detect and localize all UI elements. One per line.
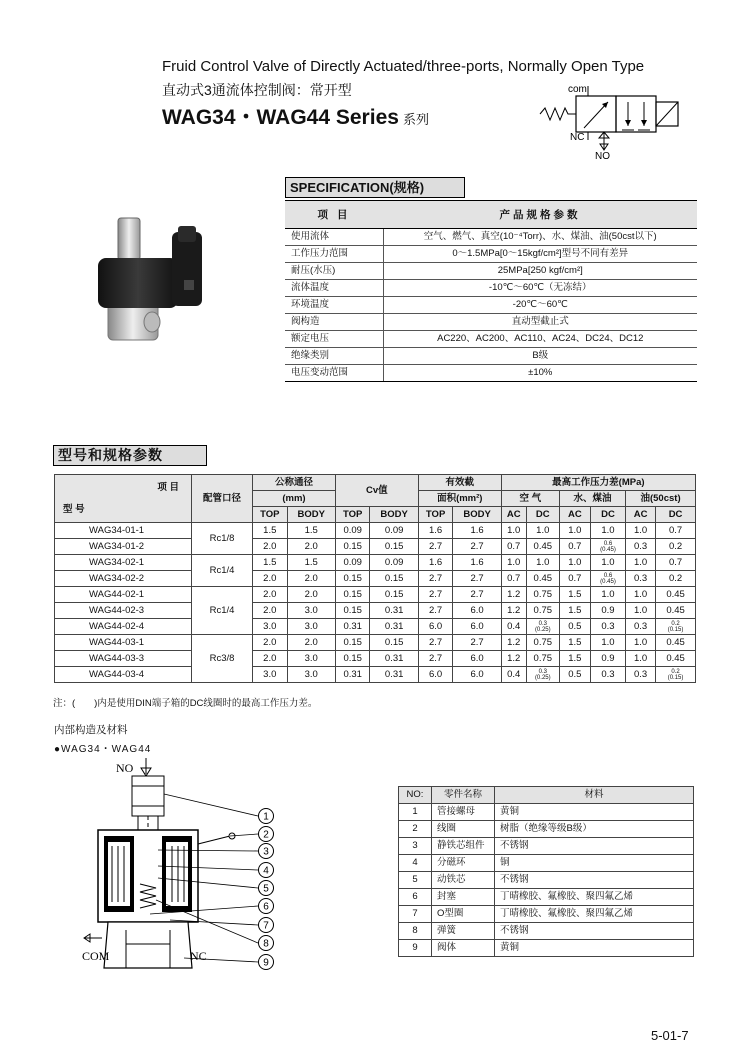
header-nominal: 公称通径: [253, 475, 336, 491]
pressure-ac-cell: 1.0: [626, 651, 656, 667]
spec-item: 流体温度: [285, 280, 383, 297]
pressure-dc-cell: 1.0: [590, 587, 625, 603]
symbol-label-com: com: [568, 84, 587, 95]
diagram-label-nc: NC: [190, 949, 207, 963]
value-cell: 2.7: [418, 587, 453, 603]
pressure-dc-cell: 1.0: [526, 555, 559, 571]
pressure-ac-cell: 1.5: [559, 603, 590, 619]
part-name: 线圈: [432, 821, 495, 838]
pressure-dc-cell: 0.3: [590, 619, 625, 635]
value-cell: 0.15: [335, 571, 370, 587]
pressure-ac-cell: 1.0: [626, 587, 656, 603]
value-cell: 1.5: [287, 523, 335, 539]
header-water: 水、煤油: [559, 491, 625, 507]
header-max-pressure: 最高工作压力差(MPa): [501, 475, 695, 491]
pressure-dc-value: 0.2: [671, 668, 680, 675]
spec-value: 0～1.5MPa[0～15kgf/cm²]型号不同有差异: [383, 246, 697, 263]
value-cell: 2.7: [418, 571, 453, 587]
parts-row: [399, 940, 694, 957]
part-no: 9: [399, 940, 432, 957]
part-no: 7: [399, 906, 432, 923]
product-photo: [80, 210, 230, 360]
value-cell: 1.5: [287, 555, 335, 571]
value-cell: 2.7: [418, 539, 453, 555]
pressure-dc-cell: 0.2: [656, 571, 696, 587]
spec-row: [285, 314, 697, 331]
pressure-dc-cell: 0.2: [656, 539, 696, 555]
pressure-dc-cell: 0.7: [656, 555, 696, 571]
callout-number: 9: [263, 957, 269, 969]
value-cell: 2.0: [253, 603, 288, 619]
pressure-dc-cell: 1.0: [526, 523, 559, 539]
pressure-dc-cell: [526, 667, 559, 683]
header-oil: 油(50cst): [626, 491, 696, 507]
value-cell: 0.09: [370, 523, 418, 539]
pressure-dc-value: 0.3: [538, 668, 547, 675]
spec-item: 耐压(水压): [285, 263, 383, 280]
callout-number: 8: [263, 938, 269, 950]
pressure-ac-cell: 1.2: [501, 587, 526, 603]
parts-row: [399, 906, 694, 923]
header-air: 空 气: [501, 491, 559, 507]
pressure-ac-cell: 0.3: [626, 539, 656, 555]
value-cell: 0.15: [370, 571, 418, 587]
spec-item: 使用流体: [285, 229, 383, 246]
pressure-dc-cell: 0.9: [590, 603, 625, 619]
pressure-dc-cell: 1.0: [590, 523, 625, 539]
spec-row: [285, 229, 697, 246]
pressure-ac-cell: 1.5: [559, 651, 590, 667]
pressure-ac-cell: 0.3: [626, 619, 656, 635]
page-number: 5-01-7: [651, 1028, 689, 1043]
value-cell: 3.0: [287, 619, 335, 635]
pressure-ac-cell: 0.7: [559, 539, 590, 555]
spec-value: 25MPa[250 kgf/cm²]: [383, 263, 697, 280]
pressure-ac-cell: 1.2: [501, 651, 526, 667]
title-english: Fruid Control Valve of Directly Actuated/three-ports, Normally Open Type: [162, 58, 645, 75]
port-cell: Rc1/4: [192, 555, 253, 587]
value-cell: 2.0: [287, 571, 335, 587]
callout-number: 2: [263, 829, 269, 841]
pressure-ac-cell: 1.5: [559, 587, 590, 603]
pressure-dc-cell: 0.7: [656, 523, 696, 539]
value-cell: 2.0: [253, 539, 288, 555]
callout-8: [259, 936, 274, 951]
callout-number: 1: [263, 811, 269, 823]
pressure-dc-cell: 0.3: [590, 667, 625, 683]
part-material: 不锈钢: [495, 838, 694, 855]
callout-5: [259, 881, 274, 896]
part-no: 8: [399, 923, 432, 940]
port-cell: Rc1/8: [192, 523, 253, 555]
series-suffix: 系列: [402, 112, 429, 127]
value-cell: 0.15: [370, 539, 418, 555]
callout-7: [259, 918, 274, 933]
pressure-dc-cell: 0.45: [656, 603, 696, 619]
footnote: 注：( )内是使用DIN端子箱的DC线圈时的最高工作压力差。: [53, 698, 318, 709]
callout-1: [259, 809, 274, 824]
model-table: [54, 474, 696, 683]
header-item: 项 目: [157, 481, 179, 493]
value-cell: 1.5: [253, 523, 288, 539]
value-cell: 2.0: [253, 635, 288, 651]
value-cell: 0.31: [370, 619, 418, 635]
part-name: 分磁环: [432, 855, 495, 872]
pressure-dc-cell: 0.45: [656, 587, 696, 603]
header-dc: DC: [656, 507, 696, 523]
callout-2: [259, 827, 274, 842]
title-chinese: 直动式3通流体控制阀：常开型: [162, 82, 352, 98]
parts-col-name: 零件名称: [432, 787, 495, 804]
callout-number: 7: [263, 920, 269, 932]
value-cell: 6.0: [453, 667, 501, 683]
cross-section-diagram: [80, 754, 290, 979]
spec-value: 空气、燃气、真空(10⁻⁴Torr)、水、煤油、油(50cst以下): [383, 229, 697, 246]
part-material: 树脂（绝缘等级B级）: [495, 821, 694, 838]
spec-item: 工作压力范围: [285, 246, 383, 263]
part-material: 黄铜: [495, 804, 694, 821]
model-cell: WAG44-03-1: [55, 635, 192, 651]
value-cell: 6.0: [453, 651, 501, 667]
structure-subtitle: ●WAG34・WAG44: [54, 744, 152, 755]
part-no: 2: [399, 821, 432, 838]
header-nominal-unit: (mm): [253, 491, 336, 507]
pressure-ac-cell: 1.0: [626, 603, 656, 619]
spec-table: [285, 200, 697, 382]
value-cell: 2.7: [418, 603, 453, 619]
pressure-dc-cell: [656, 667, 696, 683]
pressure-ac-cell: 1.5: [559, 635, 590, 651]
spec-value: AC220、AC200、AC110、AC24、DC24、DC12: [383, 331, 697, 348]
pressure-dc-din-value: (0.25): [534, 674, 551, 681]
header-dc: DC: [526, 507, 559, 523]
pressure-ac-cell: 1.0: [626, 635, 656, 651]
series-name: WAG34・WAG44 Series: [162, 106, 399, 129]
value-cell: 3.0: [253, 619, 288, 635]
spec-value: 直动型截止式: [383, 314, 697, 331]
pressure-dc-din-value: (0.45): [600, 578, 616, 585]
pressure-dc-cell: 0.45: [526, 571, 559, 587]
spec-item: 电压变动范围: [285, 365, 383, 382]
header-ac: AC: [626, 507, 656, 523]
parts-row: [399, 855, 694, 872]
pressure-dc-cell: 0.75: [526, 635, 559, 651]
spec-col-item: 项 目: [285, 201, 383, 229]
part-name: 弹簧: [432, 923, 495, 940]
value-cell: 2.7: [453, 539, 501, 555]
part-name: 封塞: [432, 889, 495, 906]
pressure-ac-cell: 0.5: [559, 619, 590, 635]
pressure-dc-cell: [590, 539, 625, 555]
header-dc: DC: [590, 507, 625, 523]
model-cell: WAG34-01-2: [55, 539, 192, 555]
pressure-dc-cell: 0.45: [656, 635, 696, 651]
value-cell: 0.15: [335, 635, 370, 651]
part-material: 不锈钢: [495, 923, 694, 940]
value-cell: 0.15: [370, 635, 418, 651]
model-cell: WAG44-02-1: [55, 587, 192, 603]
pressure-dc-cell: [656, 619, 696, 635]
parts-col-material: 材料: [495, 787, 694, 804]
value-cell: 0.15: [335, 539, 370, 555]
table-row: [55, 651, 696, 667]
pressure-ac-cell: 1.0: [626, 555, 656, 571]
symbol-label-no: NO: [595, 151, 610, 160]
header-top: TOP: [418, 507, 453, 523]
header-item-model: [55, 475, 192, 523]
value-cell: 0.31: [370, 603, 418, 619]
header-model: 型 号: [63, 503, 85, 515]
parts-table: [398, 786, 694, 957]
value-cell: 3.0: [287, 651, 335, 667]
pressure-ac-cell: 0.3: [626, 571, 656, 587]
value-cell: 2.0: [253, 571, 288, 587]
part-name: 阀体: [432, 940, 495, 957]
part-material: 丁晴橡胶、氟橡胶、聚四氟乙烯: [495, 906, 694, 923]
header-ac: AC: [501, 507, 526, 523]
part-no: 3: [399, 838, 432, 855]
part-name: 动铁芯: [432, 872, 495, 889]
spec-col-value: 产品规格参数: [383, 201, 697, 229]
part-material: 黄铜: [495, 940, 694, 957]
value-cell: 0.09: [335, 555, 370, 571]
spec-row: [285, 280, 697, 297]
table-row: [55, 619, 696, 635]
parts-row: [399, 838, 694, 855]
spec-item: 阀构造: [285, 314, 383, 331]
value-cell: 2.7: [418, 651, 453, 667]
pressure-dc-cell: 1.0: [590, 555, 625, 571]
diagram-label-com: COM: [82, 949, 110, 963]
callout-4: [259, 863, 274, 878]
symbol-label-nc: NC: [570, 132, 585, 143]
model-cell: WAG44-03-3: [55, 651, 192, 667]
structure-title: 内部构造及材料: [54, 724, 128, 736]
value-cell: 6.0: [418, 619, 453, 635]
pressure-dc-cell: 0.45: [656, 651, 696, 667]
value-cell: 6.0: [453, 619, 501, 635]
pressure-dc-cell: 1.0: [590, 635, 625, 651]
value-cell: 6.0: [418, 667, 453, 683]
header-body: BODY: [453, 507, 501, 523]
table-row: [55, 603, 696, 619]
diagram-label-no: NO: [116, 761, 134, 775]
pressure-dc-cell: 0.75: [526, 587, 559, 603]
value-cell: 1.6: [453, 555, 501, 571]
spec-row: [285, 246, 697, 263]
spec-row: [285, 348, 697, 365]
pressure-ac-cell: 0.7: [501, 571, 526, 587]
header-area-unit: 面积(mm²): [418, 491, 501, 507]
part-no: 1: [399, 804, 432, 821]
table-row: [55, 523, 696, 539]
pressure-dc-cell: 0.75: [526, 603, 559, 619]
model-cell: WAG34-02-1: [55, 555, 192, 571]
parts-col-no: NO:: [399, 787, 432, 804]
model-cell: WAG44-03-4: [55, 667, 192, 683]
parts-row: [399, 804, 694, 821]
part-no: 4: [399, 855, 432, 872]
spec-value: ±10%: [383, 365, 697, 382]
model-cell: WAG34-02-2: [55, 571, 192, 587]
value-cell: 0.31: [370, 667, 418, 683]
series-title: [162, 101, 429, 131]
port-cell: Rc3/8: [192, 635, 253, 683]
model-cell: WAG44-02-3: [55, 603, 192, 619]
callout-number: 5: [263, 883, 269, 895]
pressure-ac-cell: 0.7: [501, 539, 526, 555]
part-no: 5: [399, 872, 432, 889]
spec-row: [285, 263, 697, 280]
pressure-ac-cell: 1.0: [559, 555, 590, 571]
value-cell: 2.0: [287, 587, 335, 603]
pressure-dc-value: 0.2: [671, 620, 680, 627]
value-cell: 3.0: [287, 603, 335, 619]
parts-row: [399, 923, 694, 940]
callout-number: 4: [263, 865, 269, 877]
spec-item: 额定电压: [285, 331, 383, 348]
pressure-ac-cell: 0.5: [559, 667, 590, 683]
part-material: 丁晴橡胶、氟橡胶、聚四氟乙烯: [495, 889, 694, 906]
pressure-ac-cell: 1.0: [501, 555, 526, 571]
value-cell: 2.0: [287, 539, 335, 555]
pressure-dc-cell: 0.9: [590, 651, 625, 667]
part-material: 铜: [495, 855, 694, 872]
pressure-dc-cell: 0.45: [526, 539, 559, 555]
part-name: O型圈: [432, 906, 495, 923]
part-material: 不锈钢: [495, 872, 694, 889]
table-row: [55, 539, 696, 555]
header-area: 有效截: [418, 475, 501, 491]
header-body: BODY: [370, 507, 418, 523]
value-cell: 1.6: [418, 523, 453, 539]
pressure-ac-cell: 0.7: [559, 571, 590, 587]
part-name: 管接螺母: [432, 804, 495, 821]
table-row: [55, 555, 696, 571]
parts-row: [399, 889, 694, 906]
header-ac: AC: [559, 507, 590, 523]
spec-row: [285, 365, 697, 382]
value-cell: 2.7: [453, 571, 501, 587]
value-cell: 0.15: [335, 587, 370, 603]
value-cell: 3.0: [287, 667, 335, 683]
valve-symbol: [538, 82, 688, 160]
value-cell: 1.6: [453, 523, 501, 539]
pressure-ac-cell: 1.0: [559, 523, 590, 539]
pressure-dc-value: 0.3: [538, 620, 547, 627]
spec-item: 绝缘类别: [285, 348, 383, 365]
port-cell: Rc1/4: [192, 587, 253, 635]
callout-9: [259, 955, 274, 970]
value-cell: 1.5: [253, 555, 288, 571]
value-cell: 0.09: [370, 555, 418, 571]
value-cell: 0.31: [370, 651, 418, 667]
value-cell: 2.7: [418, 635, 453, 651]
value-cell: 2.0: [253, 651, 288, 667]
value-cell: 0.09: [335, 523, 370, 539]
callout-3: [259, 844, 274, 859]
value-cell: 6.0: [453, 603, 501, 619]
value-cell: 2.7: [453, 587, 501, 603]
pressure-dc-cell: [526, 619, 559, 635]
model-cell: WAG44-02-4: [55, 619, 192, 635]
value-cell: 0.15: [335, 651, 370, 667]
pressure-ac-cell: 1.2: [501, 635, 526, 651]
spec-item: 环境温度: [285, 297, 383, 314]
pressure-dc-value: 0.6: [603, 540, 613, 547]
callout-number: 6: [263, 901, 269, 913]
pressure-dc-din-value: (0.25): [534, 626, 551, 633]
parts-row: [399, 872, 694, 889]
callout-6: [259, 899, 274, 914]
model-cell: WAG34-01-1: [55, 523, 192, 539]
spec-value: -10℃～60℃（无冻结）: [383, 280, 697, 297]
pressure-dc-din-value: (0.15): [667, 626, 684, 633]
value-cell: 2.7: [453, 635, 501, 651]
pressure-ac-cell: 1.2: [501, 603, 526, 619]
part-name: 静铁芯组件: [432, 838, 495, 855]
table-row: [55, 667, 696, 683]
pressure-dc-cell: [590, 571, 625, 587]
pressure-dc-cell: 0.75: [526, 651, 559, 667]
value-cell: 2.0: [253, 587, 288, 603]
value-cell: 0.31: [335, 619, 370, 635]
value-cell: 0.31: [335, 667, 370, 683]
callout-number: 3: [263, 846, 269, 858]
table-row: [55, 587, 696, 603]
value-cell: 0.15: [370, 587, 418, 603]
parts-row: [399, 821, 694, 838]
spec-row: [285, 331, 697, 348]
spec-row: [285, 297, 697, 314]
table-row: [55, 635, 696, 651]
pressure-dc-din-value: (0.15): [667, 674, 684, 681]
spec-value: -20℃～60℃: [383, 297, 697, 314]
pressure-ac-cell: 0.3: [626, 667, 656, 683]
pressure-dc-din-value: (0.45): [600, 546, 616, 553]
pressure-dc-value: 0.6: [603, 572, 613, 579]
pressure-ac-cell: 1.0: [626, 523, 656, 539]
header-top: TOP: [253, 507, 288, 523]
value-cell: 1.6: [418, 555, 453, 571]
pressure-ac-cell: 0.4: [501, 667, 526, 683]
header-cv: Cv值: [335, 475, 418, 507]
value-cell: 3.0: [253, 667, 288, 683]
table-row: [55, 571, 696, 587]
model-section-title: 型号和规格参数: [53, 445, 207, 466]
value-cell: 0.15: [335, 603, 370, 619]
pressure-ac-cell: 1.0: [501, 523, 526, 539]
pressure-ac-cell: 0.4: [501, 619, 526, 635]
spec-section-title: SPECIFICATION(规格): [285, 177, 465, 198]
part-no: 6: [399, 889, 432, 906]
header-body: BODY: [287, 507, 335, 523]
header-top: TOP: [335, 507, 370, 523]
header-port: 配管口径: [192, 475, 253, 523]
spec-value: B级: [383, 348, 697, 365]
value-cell: 2.0: [287, 635, 335, 651]
